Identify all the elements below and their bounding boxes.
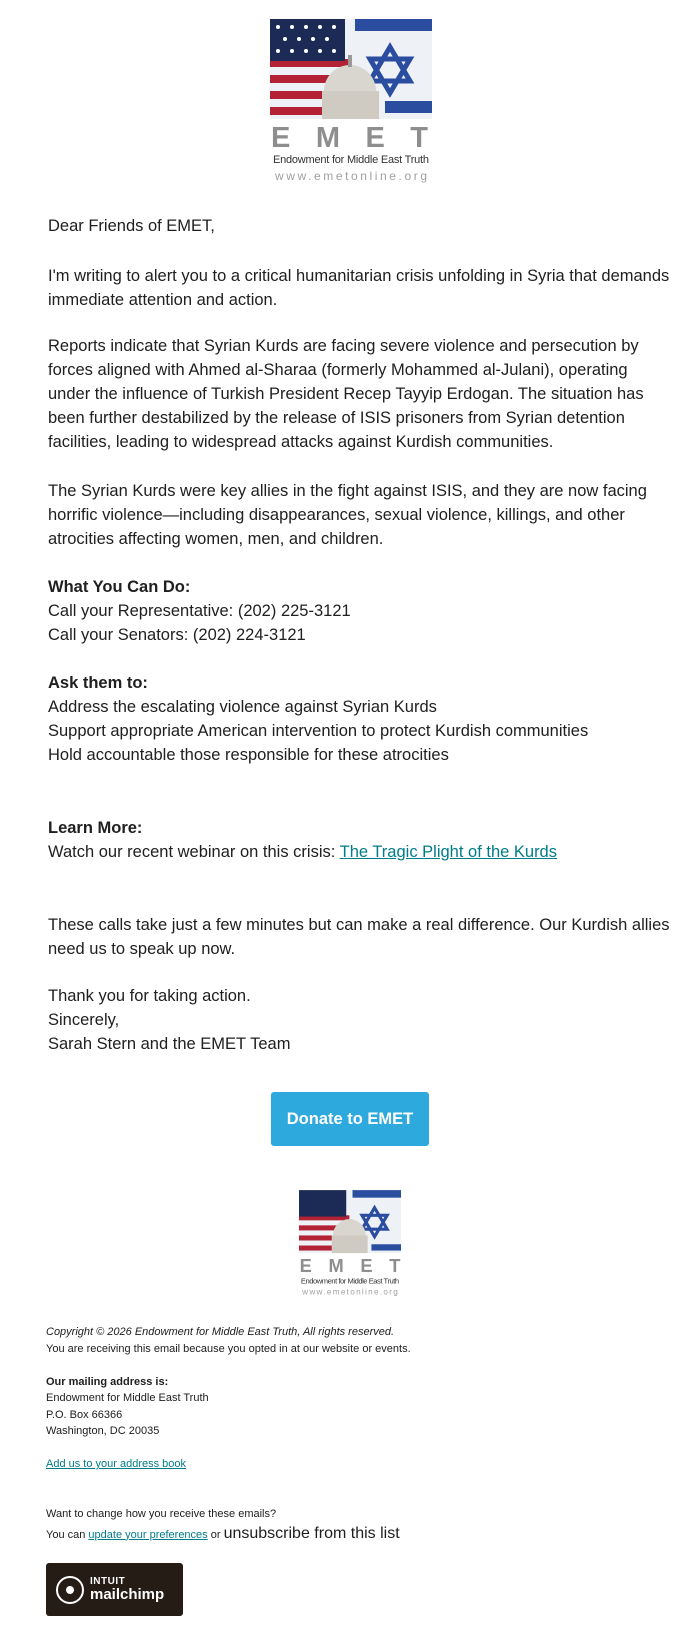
webinar-link[interactable]: The Tragic Plight of the Kurds	[339, 843, 557, 861]
update-preferences-link[interactable]: update your preferences	[88, 1528, 208, 1541]
address-line: Washington, DC 20035	[46, 1425, 160, 1437]
text-line: immediate attention and action.	[48, 291, 278, 309]
svg-text:Endowment for Middle East Trut: Endowment for Middle East Truth	[300, 1276, 400, 1286]
what-you-can-do-section	[48, 575, 351, 647]
senators-phone: Call your Senators: (202) 224-3121	[48, 626, 306, 644]
text-line: need us to speak up now.	[48, 940, 236, 958]
text-line: horrific violence—including disappearances, sexual violence, killings, and other	[48, 506, 625, 524]
footer-emet-logo	[299, 1190, 401, 1296]
text-line: atrocities affecting women, men, and children.	[48, 530, 384, 548]
text-line: Sincerely,	[48, 1011, 120, 1029]
learn-more-text: Watch our recent webinar on this crisis:	[48, 843, 340, 861]
text-line: These calls take just a few minutes but can make a real difference. Our Kurdish allies	[48, 916, 670, 934]
change-text: Want to change how you receive these emails?	[46, 1508, 277, 1520]
svg-text:www.emetonline.org: www.emetonline.org	[302, 1287, 398, 1296]
section-heading: What You Can Do:	[48, 578, 191, 596]
unsubscribe-link[interactable]: unsubscribe from this list	[223, 1524, 400, 1542]
learn-more-section	[48, 816, 557, 864]
you-can-text: You can	[46, 1528, 89, 1541]
ask-item: Hold accountable those responsible for these atrocities	[48, 746, 449, 764]
svg-text:www.emetonline.org: www.emetonline.org	[275, 169, 427, 183]
representative-phone: Call your Representative: (202) 225-3121	[48, 602, 351, 620]
address-line: Endowment for Middle East Truth	[46, 1392, 209, 1404]
section-heading: Learn More:	[48, 819, 143, 837]
svg-text:Endowment for Middle East Trut: Endowment for Middle East Truth	[273, 154, 429, 166]
reports-paragraph	[48, 334, 644, 454]
address-line: P.O. Box 66366	[46, 1408, 123, 1421]
ask-item: Address the escalating violence against Syrian Kurds	[48, 698, 437, 716]
emet-logo	[270, 19, 432, 183]
greeting: Dear Friends of EMET,	[48, 217, 215, 235]
signoff	[48, 984, 290, 1056]
text-line: forces aligned with Ahmed al-Sharaa (formerly Mohammed al-Julani), operating	[48, 361, 628, 379]
ask-item: Support appropriate American intervention to protect Kurdish communities	[48, 722, 589, 740]
opt-in-reason: You are receiving this email because you opted in at our website or events.	[46, 1342, 411, 1355]
section-heading: Ask them to:	[48, 674, 148, 692]
text-line: Thank you for taking action.	[48, 987, 251, 1005]
footer	[46, 1324, 411, 1473]
text-line: been further destabilized by the release of ISIS prisoners from Syrian detention	[48, 409, 625, 427]
badge-intuit: INTUIT	[90, 1576, 126, 1587]
closing-paragraph	[48, 913, 670, 961]
address-heading: Our mailing address is:	[46, 1375, 169, 1388]
allies-paragraph	[48, 479, 647, 551]
text-line: under the influence of Turkish President Recep Tayyip Erdogan. The situation has	[48, 385, 644, 403]
intro-paragraph	[48, 264, 669, 312]
mailchimp-freddie-icon	[56, 1576, 84, 1604]
svg-text:EMET: EMET	[271, 122, 431, 154]
signature: Sarah Stern and the EMET Team	[48, 1035, 291, 1053]
svg-text:EMET: EMET	[299, 1254, 401, 1276]
preferences-block	[46, 1506, 400, 1543]
donate-button[interactable]: Donate to EMET	[271, 1092, 429, 1146]
badge-mailchimp: mailchimp	[90, 1586, 165, 1603]
or-text: or	[207, 1528, 224, 1541]
text-line: Reports indicate that Syrian Kurds are facing severe violence and persecution by	[48, 337, 639, 355]
ask-section	[48, 671, 588, 767]
text-line: facilities, leading to widespread attacks against Kurdish communities.	[48, 433, 554, 451]
text-line: I'm writing to alert you to a critical humanitarian crisis unfolding in Syria that demands	[48, 267, 670, 285]
add-to-address-book-link[interactable]: Add us to your address book	[46, 1458, 187, 1470]
mailchimp-badge[interactable]	[46, 1563, 183, 1616]
copyright: Copyright © 2026 Endowment for Middle East Truth, All rights reserved.	[46, 1326, 395, 1338]
text-line: The Syrian Kurds were key allies in the fight against ISIS, and they are now facing	[48, 482, 647, 500]
